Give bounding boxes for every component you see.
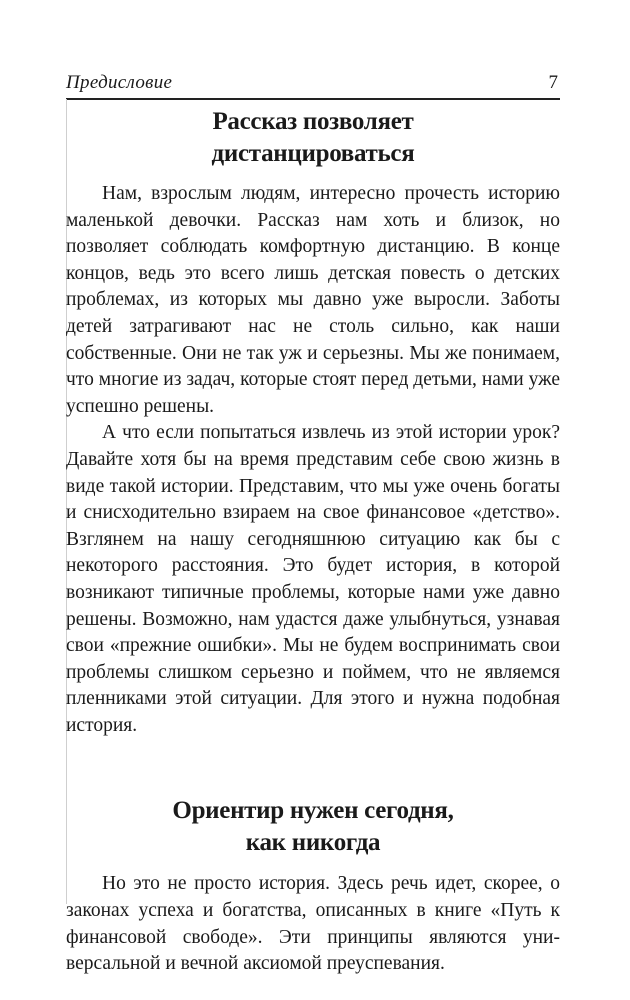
section-orientation [66,795,560,977]
page-number: 7 [548,72,558,93]
section-distance [66,106,560,739]
section-heading [66,106,560,170]
running-header [66,72,560,100]
section-heading-line-1: Ориентир нужен сегодня, [172,797,454,825]
section-heading-line-2: как никогда [245,829,381,857]
paragraph: Нам, взрослым людям, интересно прочесть историю маленькой девочки. Рассказ нам хоть и близок, но позволяет соблюдать комфортную дистанцию. В конце концов, ведь это всего лишь детская повесть о детских проблемах, из которых мы давно уже выросли. Заботы детей затрагивают нас не столь сильно, как наши собственные. Они не так уж и серьезны. Мы же понимаем, что многие из задач, которые стоят перед детьми, нами уже успешно решены. [66,183,560,417]
section-heading-line-2: дистанцироваться [211,140,415,167]
section-heading-line-1: Рассказ позволяет [212,108,414,135]
running-header-section-title: Предисловие [66,72,173,93]
paragraph: Но это не просто история. Здесь речь идет, скорее, о законах успеха и богатства, описанных в книге «Путь к финансовой свободе». Эти принципы являются универсальной и вечной аксиомой преуспевания. [66,873,560,975]
section-heading [66,795,560,859]
paragraph: А что если попытаться извлечь из этой истории урок? Давайте хотя бы на время представим себе свою жизнь в виде такой истории. Представим, что мы уже очень богаты и снисходительно взираем на свое финансовое «детство». Взглянем на нашу сегодняшнюю ситуацию как бы с некоторого расстояния. Это будет история, в которой возникают типичные проблемы, которые нами уже давно решены. Возможно, нам удастся даже улыбнуться, узнавая свои «прежние ошибки». Мы не будем воспринимать свои проблемы слишком серьезно и поймем, что не являемся пленниками этой ситуации. Для этого и нужна подобная история. [66,422,560,736]
page-body [66,106,560,978]
